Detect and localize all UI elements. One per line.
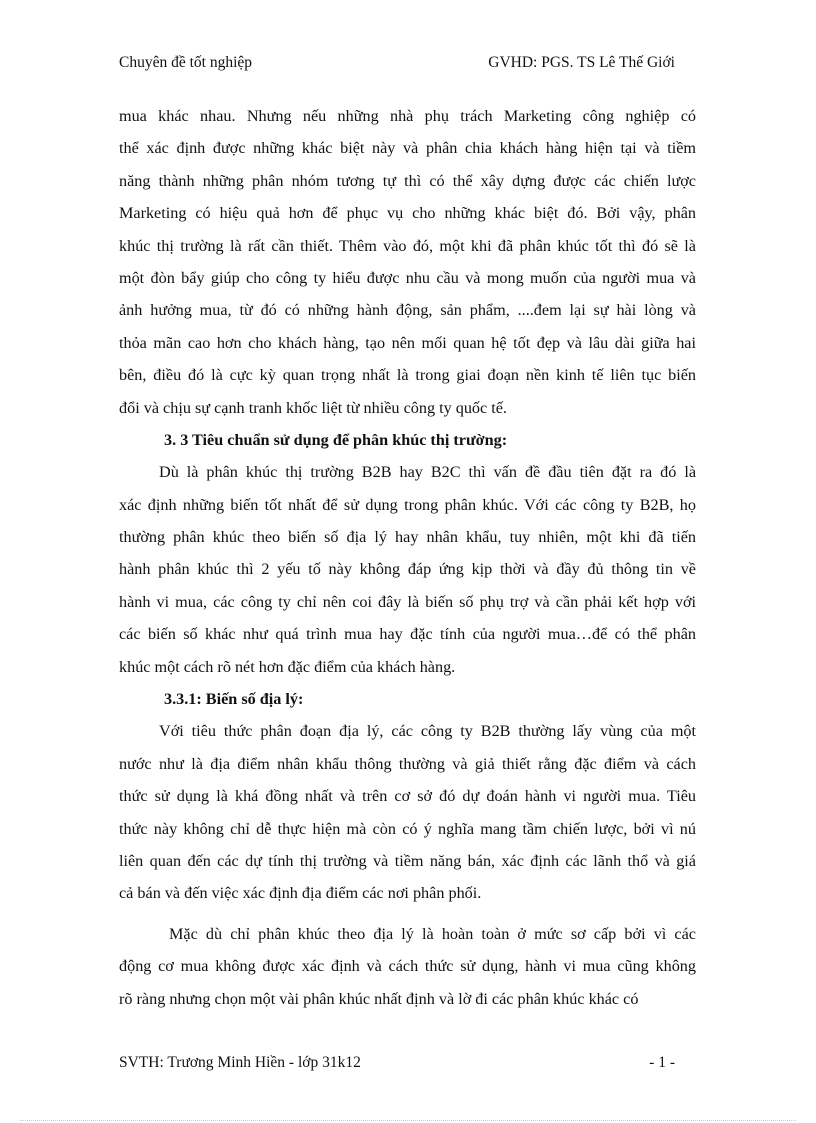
text-line: Với tiêu thức phân đoạn địa lý, các công ty B2B thường lấy vùng của một [159, 722, 696, 741]
text-line: rõ ràng nhưng chọn một vài phân khúc nhất định và lờ đi các phân khúc khác có [119, 989, 639, 1008]
page-number: - 1 - [649, 1054, 675, 1071]
section-heading: 3. 3 Tiêu chuẩn sử dụng để phân khúc thị trường: [164, 430, 508, 449]
text-line: động cơ mua không được xác định và cách thức sử dụng, hành vi mua cũng không [119, 957, 696, 976]
text-line: cả bán và đến việc xác định địa điểm các nơi phân phối. [119, 884, 482, 903]
header-document-title: Chuyên đề tốt nghiệp [119, 54, 253, 71]
text-line: Dù là phân khúc thị trường B2B hay B2C thì vấn đề đầu tiên đặt ra đó là [159, 463, 696, 482]
text-line: năng thành những phân nhóm tương tự thì có thể xây dựng được các chiến lược [119, 171, 696, 190]
text-line: mua khác nhau. Nhưng nếu những nhà phụ trách Marketing công nghiệp có [119, 107, 696, 125]
text-line: thức này không chỉ dễ thực hiện mà còn có ý nghĩa mang tầm chiến lược, bởi vì nú [119, 819, 696, 838]
text-line: Mặc dù chỉ phân khúc theo địa lý là hoàn toàn ở mức sơ cấp bởi vì các [169, 924, 696, 943]
text-line: một đòn bẩy giúp cho công ty hiểu được nhu cầu và mong muốn của người mua và [119, 268, 696, 287]
paragraph [119, 100, 696, 424]
text-line: thức sử dụng là khá đồng nhất và trên cơ sở đó dự đoán hành vi người mua. Tiêu [119, 787, 696, 806]
text-line: hành phân khúc thì 2 yếu tố này không đáp ứng kịp thời và đầy đủ thông tin về [119, 560, 696, 579]
subsection-heading: 3.3.1: Biến số địa lý: [164, 690, 304, 709]
text-line: khúc một cách rõ nét hơn đặc điểm của khách hàng. [119, 657, 456, 676]
paragraph [119, 715, 696, 909]
page-footer [119, 1052, 675, 1074]
page-bottom-edge [20, 1120, 796, 1121]
text-line: ảnh hưởng mua, từ đó có những hành động, sản phẩm, ....đem lại sự hài lòng và [119, 301, 696, 320]
paragraph [119, 456, 696, 683]
text-line: xác định những biến tốt nhất để sử dụng trong phân khúc. Với các công ty B2B, họ [119, 495, 696, 514]
page-header [119, 52, 675, 74]
document-body [119, 100, 696, 1015]
text-line: Marketing có hiệu quả hơn để phục vụ cho những khác biệt đó. Bởi vậy, phân [119, 204, 696, 223]
text-line: thể xác định được những khác biệt này và phân chia khách hàng hiện tại và tiềm [119, 139, 696, 158]
text-line: thường phân khúc theo biến số địa lý hay nhân khẩu, tuy nhiên, một khi đã tiến [119, 528, 696, 547]
text-line: bên, điều đó là cực kỳ quan trọng nhất là trong giai đoạn nền kinh tế liên tục biến [119, 366, 696, 385]
text-line: khúc thị trường là rất cần thiết. Thêm vào đó, một khi đã phân khúc tốt thì đó sẽ là [119, 236, 696, 255]
paragraph [119, 918, 696, 1015]
text-line: đổi và chịu sự cạnh tranh khốc liệt từ nhiều công ty quốc tế. [119, 398, 507, 417]
footer-author: SVTH: Trương Minh Hiền - lớp 31k12 [119, 1054, 361, 1071]
text-line: thỏa mãn cao hơn cho khách hàng, tạo nên mối quan hệ tốt đẹp và lâu dài giữa hai [119, 333, 696, 352]
header-advisor: GVHD: PGS. TS Lê Thế Giới [488, 54, 675, 71]
text-line: các biến số khác như quá trình mua hay đặc tính của người mua…để có thể phân [119, 625, 696, 644]
text-line: hành vi mua, các công ty chỉ nên coi đây là biến số phụ trợ và cần phải kết hợp với [119, 592, 696, 611]
text-line: nước như là địa điểm nhân khẩu thông thường và giả thiết rằng đặc điểm và cách [119, 754, 696, 773]
text-line: liên quan đến các dự tính thị trường và tiềm năng bán, xác định các lãnh thổ và giá [119, 851, 696, 870]
